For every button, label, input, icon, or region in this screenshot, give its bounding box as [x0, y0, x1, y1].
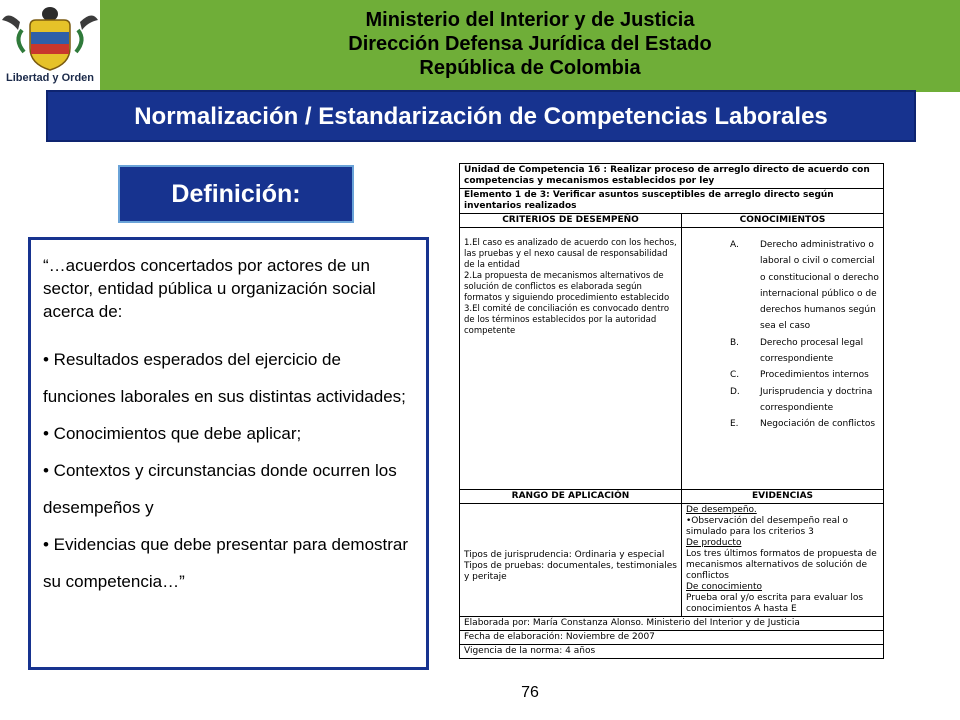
evidence-cell	[682, 504, 884, 617]
evidence-knowledge-text: Prueba oral y/o escrita para evaluar los conocimientos A hasta E	[686, 593, 864, 614]
author-row: Elaborada por: María Constanza Alonso. Ministerio del Interior y de Justicia	[460, 617, 884, 631]
knowledge-key: E.	[730, 419, 739, 430]
directorate-name: Dirección Defensa Jurídica del Estado	[348, 33, 712, 55]
ministry-header	[100, 0, 960, 92]
ministry-name: Ministerio del Interior y de Justicia	[365, 9, 695, 31]
evidence-header: EVIDENCIAS	[682, 490, 884, 504]
knowledge-text: Negociación de conflictos	[760, 419, 876, 430]
validity-row: Vigencia de la norma: 4 años	[460, 645, 884, 659]
criteria-item: 1.El caso es analizado de acuerdo con los hechos, las pruebas y el nexo causal de responsabilidad de la entidad	[464, 238, 677, 270]
definition-intro: “…acuerdos concertados por actores de un sector, entidad pública u organización social acerca de:	[43, 256, 376, 321]
definition-bullet: • Contextos y circunstancias donde ocurren los desempeños y	[43, 461, 397, 517]
definition-label: Definición:	[118, 165, 354, 223]
knowledge-key: C.	[730, 370, 740, 381]
page-title: Normalización / Estandarización de Competencias Laborales	[46, 90, 916, 142]
evidence-knowledge-label: De conocimiento	[686, 582, 762, 592]
range-jurisprudence: Tipos de jurisprudencia: Ordinaria y especial	[464, 550, 665, 560]
evidence-performance-text: •Observación del desempeño real o simulado para los criterios 3	[686, 516, 848, 537]
knowledge-item	[686, 416, 879, 432]
definition-bullet: • Conocimientos que debe aplicar;	[43, 424, 302, 443]
range-evidence-types: Tipos de pruebas: documentales, testimoniales y peritaje	[464, 561, 677, 582]
evidence-product-label: De producto	[686, 538, 742, 548]
evidence-product-text: Los tres últimos formatos de propuesta de mecanismos alternativos de solución de conflictos	[686, 549, 877, 581]
evidence-performance-label: De desempeño.	[686, 505, 757, 515]
criteria-item: 3.El comité de conciliación es convocado dentro de los términos establecidos por la autoridad competente	[464, 304, 670, 336]
logo-motto: Libertad y Orden	[5, 72, 95, 84]
range-header: RANGO DE APLICACIÓN	[460, 490, 682, 504]
element-row: Elemento 1 de 3: Verificar asuntos susceptibles de arreglo directo según inventarios realizados	[460, 189, 884, 214]
knowledge-item	[686, 237, 879, 335]
competency-table	[459, 163, 884, 659]
coat-of-arms-logo	[0, 0, 100, 100]
knowledge-item	[686, 384, 879, 417]
knowledge-key: D.	[730, 386, 740, 397]
knowledge-key: B.	[730, 337, 740, 348]
knowledge-item	[686, 367, 879, 383]
knowledge-key: A.	[730, 240, 739, 250]
knowledge-text: Derecho administrativo o laboral o civil o comercial o constitucional o derecho internacional público o de derechos humanos según sea el caso	[760, 240, 879, 332]
definition-quote-box	[28, 237, 429, 670]
criteria-header: CRITERIOS DE DESEMPEÑO	[460, 214, 682, 228]
knowledge-text: Procedimientos internos	[760, 370, 869, 381]
knowledge-item	[686, 335, 879, 368]
unit-row: Unidad de Competencia 16 : Realizar proceso de arreglo directo de acuerdo con competencias y mecanismos establecidos por ley	[460, 164, 884, 189]
country-name: República de Colombia	[419, 57, 641, 79]
definition-bullet: • Evidencias que debe presentar para demostrar su competencia…”	[43, 535, 409, 591]
criteria-item: 2.La propuesta de mecanismos alternativos de solución de conflictos es elaborada según formatos y siguiendo procedimiento establecido	[464, 271, 670, 303]
range-cell	[460, 504, 682, 617]
definition-bullet: • Resultados esperados del ejercicio de funciones laborales en sus distintas actividades;	[43, 350, 406, 406]
knowledge-text: Jurisprudencia y doctrina correspondiente	[760, 386, 873, 413]
knowledge-cell	[682, 228, 884, 490]
date-row: Fecha de elaboración: Noviembre de 2007	[460, 631, 884, 645]
criteria-cell	[460, 228, 682, 490]
knowledge-list	[686, 237, 879, 433]
knowledge-text: Derecho procesal legal correspondiente	[760, 337, 864, 365]
page-number: 76	[521, 684, 539, 701]
knowledge-header: CONOCIMIENTOS	[682, 214, 884, 228]
